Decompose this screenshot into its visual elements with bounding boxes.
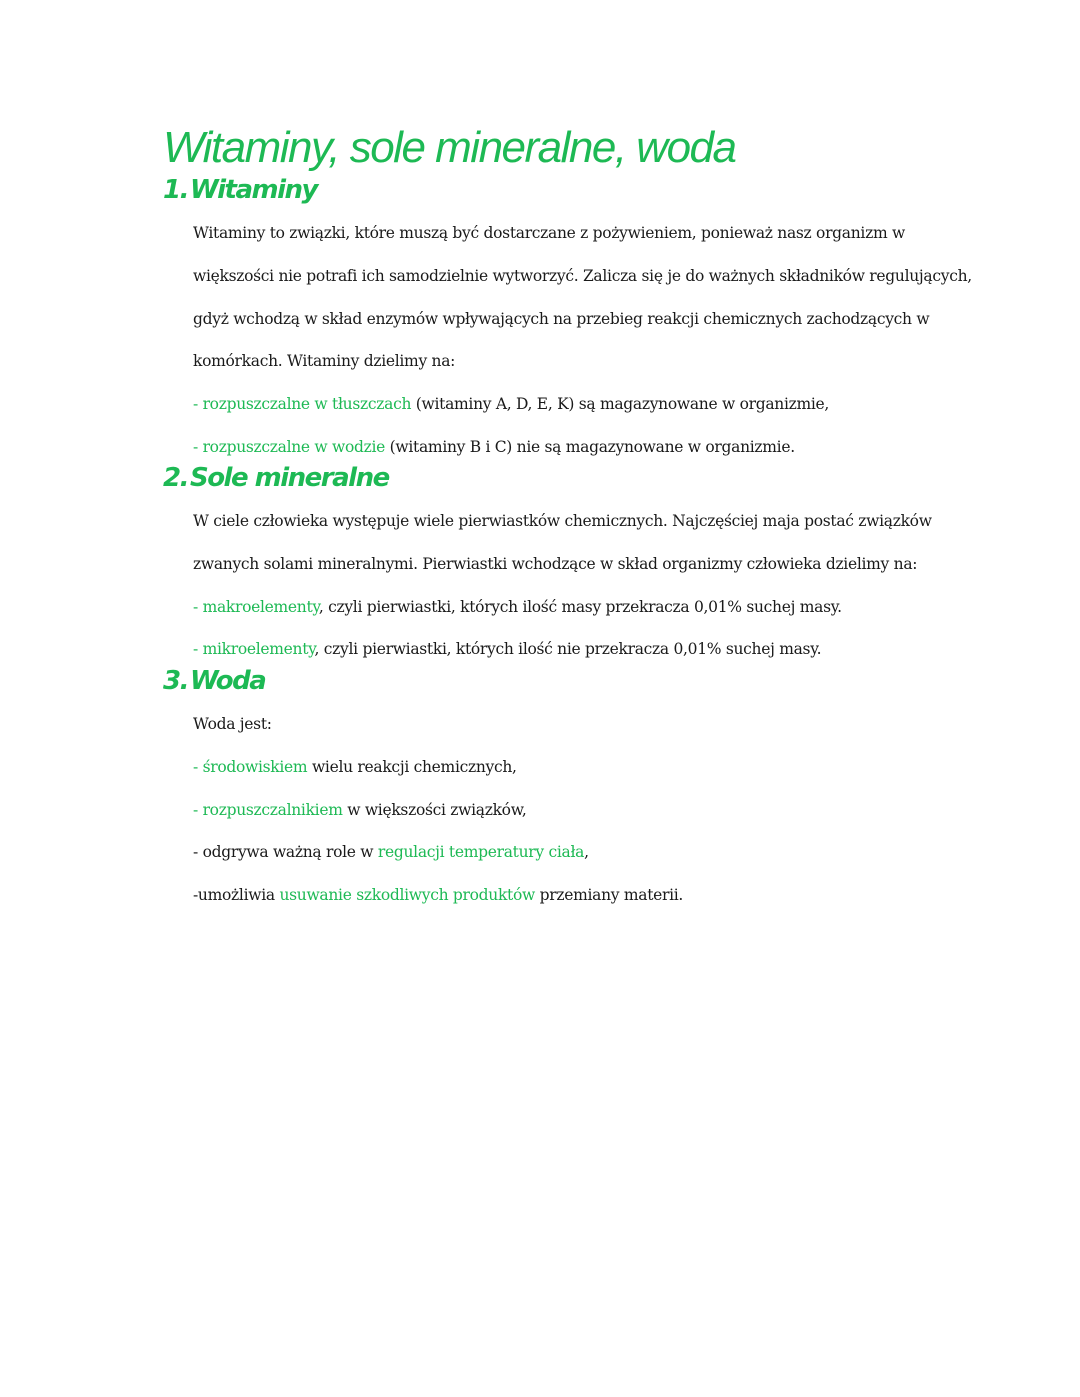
list-item — [193, 799, 526, 821]
highlighted-term: - rozpuszczalne w wodzie — [193, 438, 386, 456]
section-number: 1. — [163, 175, 188, 205]
item-text: , czyli pierwiastki, których ilość nie przekracza 0,01% suchej masy. — [314, 640, 822, 658]
list-item — [193, 393, 829, 415]
highlighted-term: - rozpuszczalne w tłuszczach — [193, 395, 412, 413]
section-heading-woda — [163, 665, 265, 697]
section-heading-sole-mineralne — [163, 462, 389, 494]
highlighted-term: - mikroelementy — [193, 640, 315, 658]
paragraph-line: zwanych solami mineralnymi. Pierwiastki wchodzące w skład organizmy człowieka dzielimy na: — [193, 555, 918, 573]
list-item — [193, 841, 589, 863]
list-item — [193, 756, 517, 778]
section-title: Sole mineralne — [189, 463, 389, 493]
highlighted-term: usuwanie szkodliwych produktów — [279, 886, 535, 904]
section-number: 3. — [163, 666, 188, 696]
highlighted-term: - makroelementy — [193, 598, 319, 616]
item-text: , — [584, 843, 589, 861]
section-title: Witaminy — [189, 175, 317, 205]
list-item — [193, 884, 683, 906]
list-item — [193, 596, 842, 618]
item-text: w większości związków, — [342, 801, 527, 819]
paragraph-line: większości nie potrafi ich samodzielnie wytworzyć. Zalicza się je do ważnych składników regulujących, — [193, 267, 972, 285]
paragraph-line: komórkach. Witaminy dzielimy na: — [193, 352, 456, 370]
paragraph-line: gdyż wchodzą w skład enzymów wpływających na przebieg reakcji chemicznych zachodzących w — [193, 310, 930, 328]
item-text: wielu reakcji chemicznych, — [307, 758, 517, 776]
paragraph-line: Witaminy to związki, które muszą być dostarczane z pożywieniem, ponieważ nasz organizm w — [193, 224, 905, 242]
item-text: (witaminy A, D, E, K) są magazynowane w organizmie, — [411, 395, 830, 413]
highlighted-term: regulacji temperatury ciała — [377, 843, 585, 861]
item-text: (witaminy B i C) nie są magazynowane w organizmie. — [385, 438, 795, 456]
paragraph-line: W ciele człowieka występuje wiele pierwiastków chemicznych. Najczęściej maja postać związków — [193, 512, 932, 530]
document-title: Witaminy, sole mineralne, woda — [163, 123, 736, 172]
section-heading-witaminy — [163, 174, 317, 206]
list-item — [193, 638, 821, 660]
paragraph-line: Woda jest: — [193, 715, 272, 733]
item-text: przemiany materii. — [535, 886, 684, 904]
highlighted-term: - rozpuszczalnikiem — [193, 801, 343, 819]
item-text: -umożliwia — [193, 886, 280, 904]
item-text: - odgrywa ważną role w — [193, 843, 378, 861]
section-title: Woda — [189, 666, 266, 696]
section-number: 2. — [163, 463, 188, 493]
highlighted-term: - środowiskiem — [193, 758, 308, 776]
list-item — [193, 436, 795, 458]
item-text: , czyli pierwiastki, których ilość masy przekracza 0,01% suchej masy. — [318, 598, 842, 616]
